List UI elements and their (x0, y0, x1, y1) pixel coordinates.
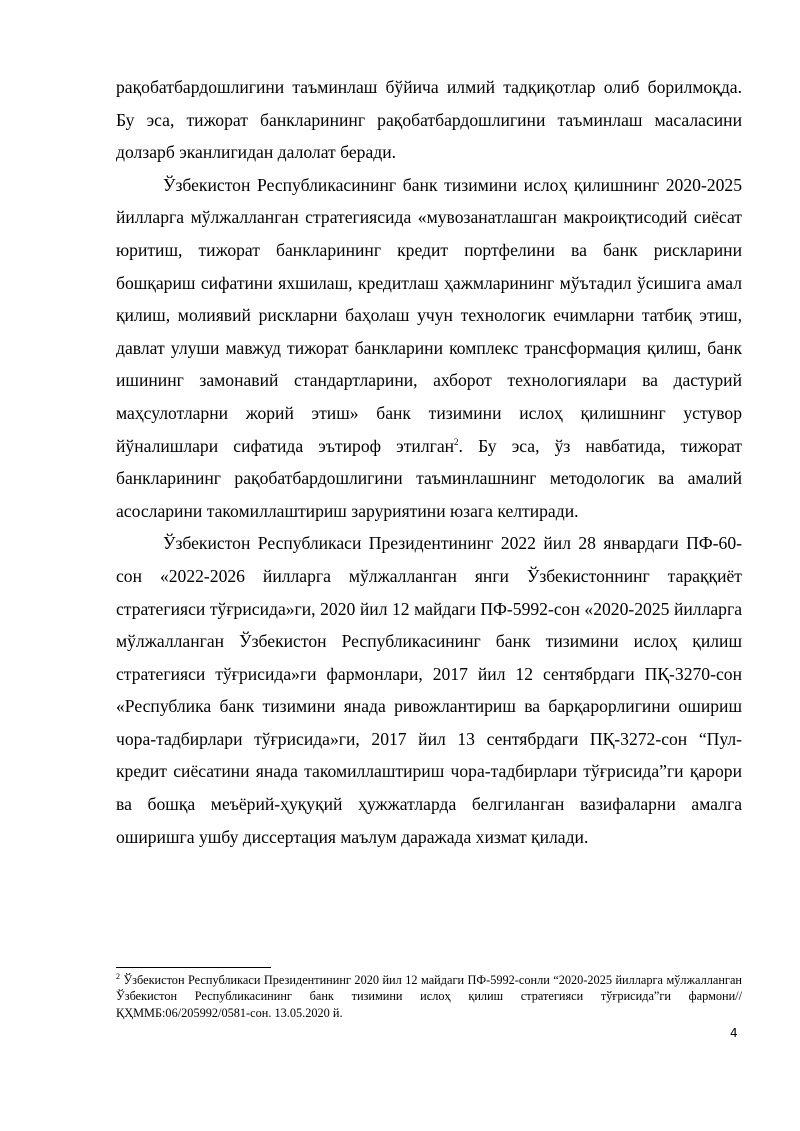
paragraph-2 (116, 169, 742, 528)
paragraph-1: рақобатбардошлигини таъминлаш бўйича илмий тадқиқотлар олиб борилмоқда. Бу эса, тижорат банкларининг рақобатбардошлигини таъминлаш масаласини долзарб эканлигидан далолат беради. (116, 77, 742, 163)
footnote-reference: 2 (454, 436, 459, 447)
paragraph-2-text: Ўзбекистон Республикасининг банк тизимини ислоҳ қилишнинг 2020-2025 йилларга мўлжалланган стратегиясида «мувозанатлашган макроиқтисодий сиёсат юритиш, тижорат банкларининг кредит портфелини ва банк рискларини бошқариш сифатини яхшилаш, кредитлаш ҳажмларининг мўътадил ўсишига амал қилиш, молиявий рискларни баҳолаш учун технологик ечимларни татбиқ этиш, давлат улуши мавжуд тижорат банкларини комплекс трансформация қилиш, банк ишининг замонавий стандартларини, ахборот технологиялари ва дастурий маҳсулотларни жорий этиш» банк тизимини ислоҳ қилишнинг устувор йўналишлари сифатида эътироф этилган (116, 174, 742, 456)
paragraph-3: Ўзбекистон Республикаси Президентининг 2022 йил 28 январдаги ПФ-60-сон «2022-2026 йилларга мўлжалланган янги Ўзбекистоннинг тараққиёт стратегияси тўғрисида»ги, 2020 йил 12 майдаги ПФ-5992-сон «2020-2025 йилларга мўлжалланган Ўзбекистон Республикасининг банк тизимини ислоҳ қилиш стратегияси тўғрисида»ги фармонлари, 2017 йил 12 сентябрдаги ПҚ-3270-сон «Республика банк тизимини янада ривожлантириш ва барқарорлигини ошириш чора-тадбирлари тўғрисида»ги, 2017 йил 13 сентябрдаги ПҚ-3272-сон “Пул-кредит сиёсатини янада такомиллаштириш чора-тадбирлари тўғрисида”ги қарори ва бошқа меъёрий-ҳуқуқий ҳужжатларда белгиланган вазифаларни амалга оширишга ушбу диссертация маълум даражада хизмат қилади. (116, 533, 742, 847)
main-text (116, 71, 742, 853)
footnote-divider (116, 967, 271, 968)
footnote-number: 2 (116, 971, 120, 981)
footnote-text: Ўзбекистон Республикаси Президентининг 2020 йил 12 майдаги ПФ-5992-сонли “2020-2025 йилларга мўлжалланган Ўзбекистон Республикасининг банк тизимини ислоҳ қилиш стратегияси тўғрисида”ги фармони//ҚҲММБ:06/205992/0581-сон. 13.05.2020 й. (116, 973, 742, 1020)
paragraph-2-text-end: . Бу эса, ўз навбатида, тижорат банкларининг рақобатбардошлигини таъминлашнинг методологик ва амалий асосларини такомиллаштириш заруриятини юзага келтиради. (116, 435, 742, 521)
footnote (116, 972, 742, 1021)
page-number: 4 (730, 1026, 738, 1040)
